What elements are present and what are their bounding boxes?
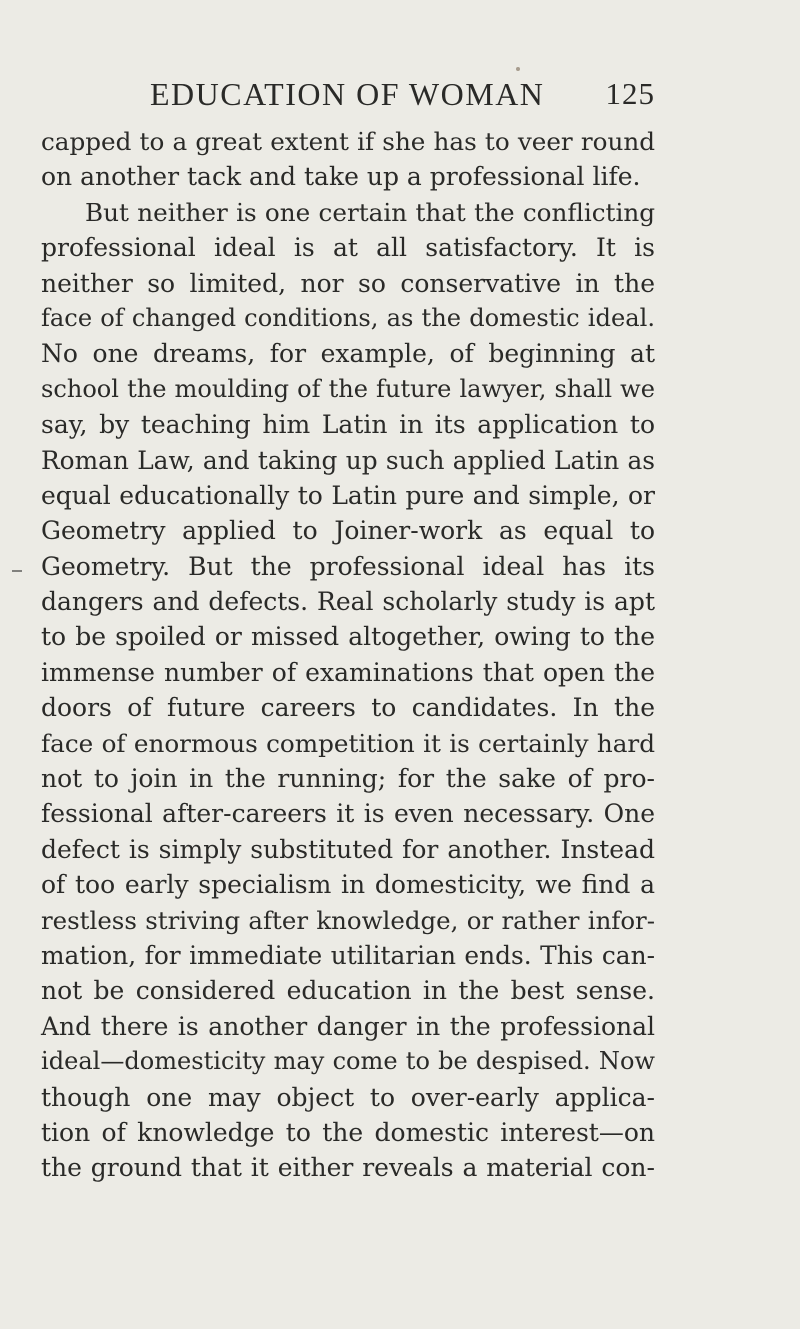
text-line: to be spoiled or missed altogether, owing to the	[41, 622, 655, 652]
text-line: not to join in the running; for the sake of pro-	[41, 764, 655, 794]
text-line: though one may object to over-early applica-	[41, 1082, 655, 1112]
text-line: neither so limited, nor so conservative in the	[41, 268, 655, 298]
text-line: equal educationally to Latin pure and simple, or	[41, 480, 655, 510]
text-line: Geometry applied to Joiner-work as equal to	[41, 516, 655, 546]
text-line: defect is simply substituted for another. Instead	[41, 834, 655, 864]
text-line: school the moulding of the future lawyer, shall we	[41, 374, 655, 403]
text-line: professional ideal is at all satisfactory. It is	[41, 233, 655, 263]
body-text	[41, 124, 655, 1186]
text-line: mation, for immediate utilitarian ends. This can-	[41, 940, 655, 970]
text-line: No one dreams, for example, of beginning at	[41, 339, 655, 369]
text-line: doors of future careers to candidates. In the	[41, 693, 655, 723]
text-line: capped to a great extent if she has to veer round	[41, 127, 655, 156]
running-head	[150, 76, 655, 116]
text-line: say, by teaching him Latin in its application to	[41, 410, 655, 440]
text-line: not be considered education in the best sense.	[41, 976, 655, 1006]
text-line: immense number of examinations that open the	[41, 657, 655, 687]
text-line: face of enormous competition it is certainly hard	[41, 728, 655, 758]
text-line: ideal—domesticity may come to be despised. Now	[41, 1047, 655, 1076]
text-line: fessional after-careers it is even necessary. One	[41, 799, 655, 829]
text-line: Geometry. But the professional ideal has its	[41, 551, 655, 581]
page-number: 125	[605, 76, 655, 111]
text-line: of too early specialism in domesticity, we find a	[41, 870, 655, 900]
text-line: on another tack and take up a professional life.	[41, 162, 641, 192]
text-line: the ground that it either reveals a material con-	[41, 1153, 655, 1183]
ink-speck	[516, 67, 520, 71]
text-line: dangers and defects. Real scholarly study is apt	[41, 587, 655, 617]
text-line: And there is another danger in the professional	[41, 1011, 655, 1041]
text-line-paragraph-start: But neither is one certain that the conflicting	[85, 197, 655, 227]
margin-mark	[12, 570, 22, 572]
text-line: tion of knowledge to the domestic interest—on	[41, 1117, 655, 1147]
running-title: EDUCATION OF WOMAN	[150, 76, 545, 112]
text-line: restless striving after knowledge, or rather infor-	[41, 905, 655, 935]
text-line: face of changed conditions, as the domestic ideal.	[41, 303, 655, 332]
text-line: Roman Law, and taking up such applied Latin as	[41, 445, 655, 475]
